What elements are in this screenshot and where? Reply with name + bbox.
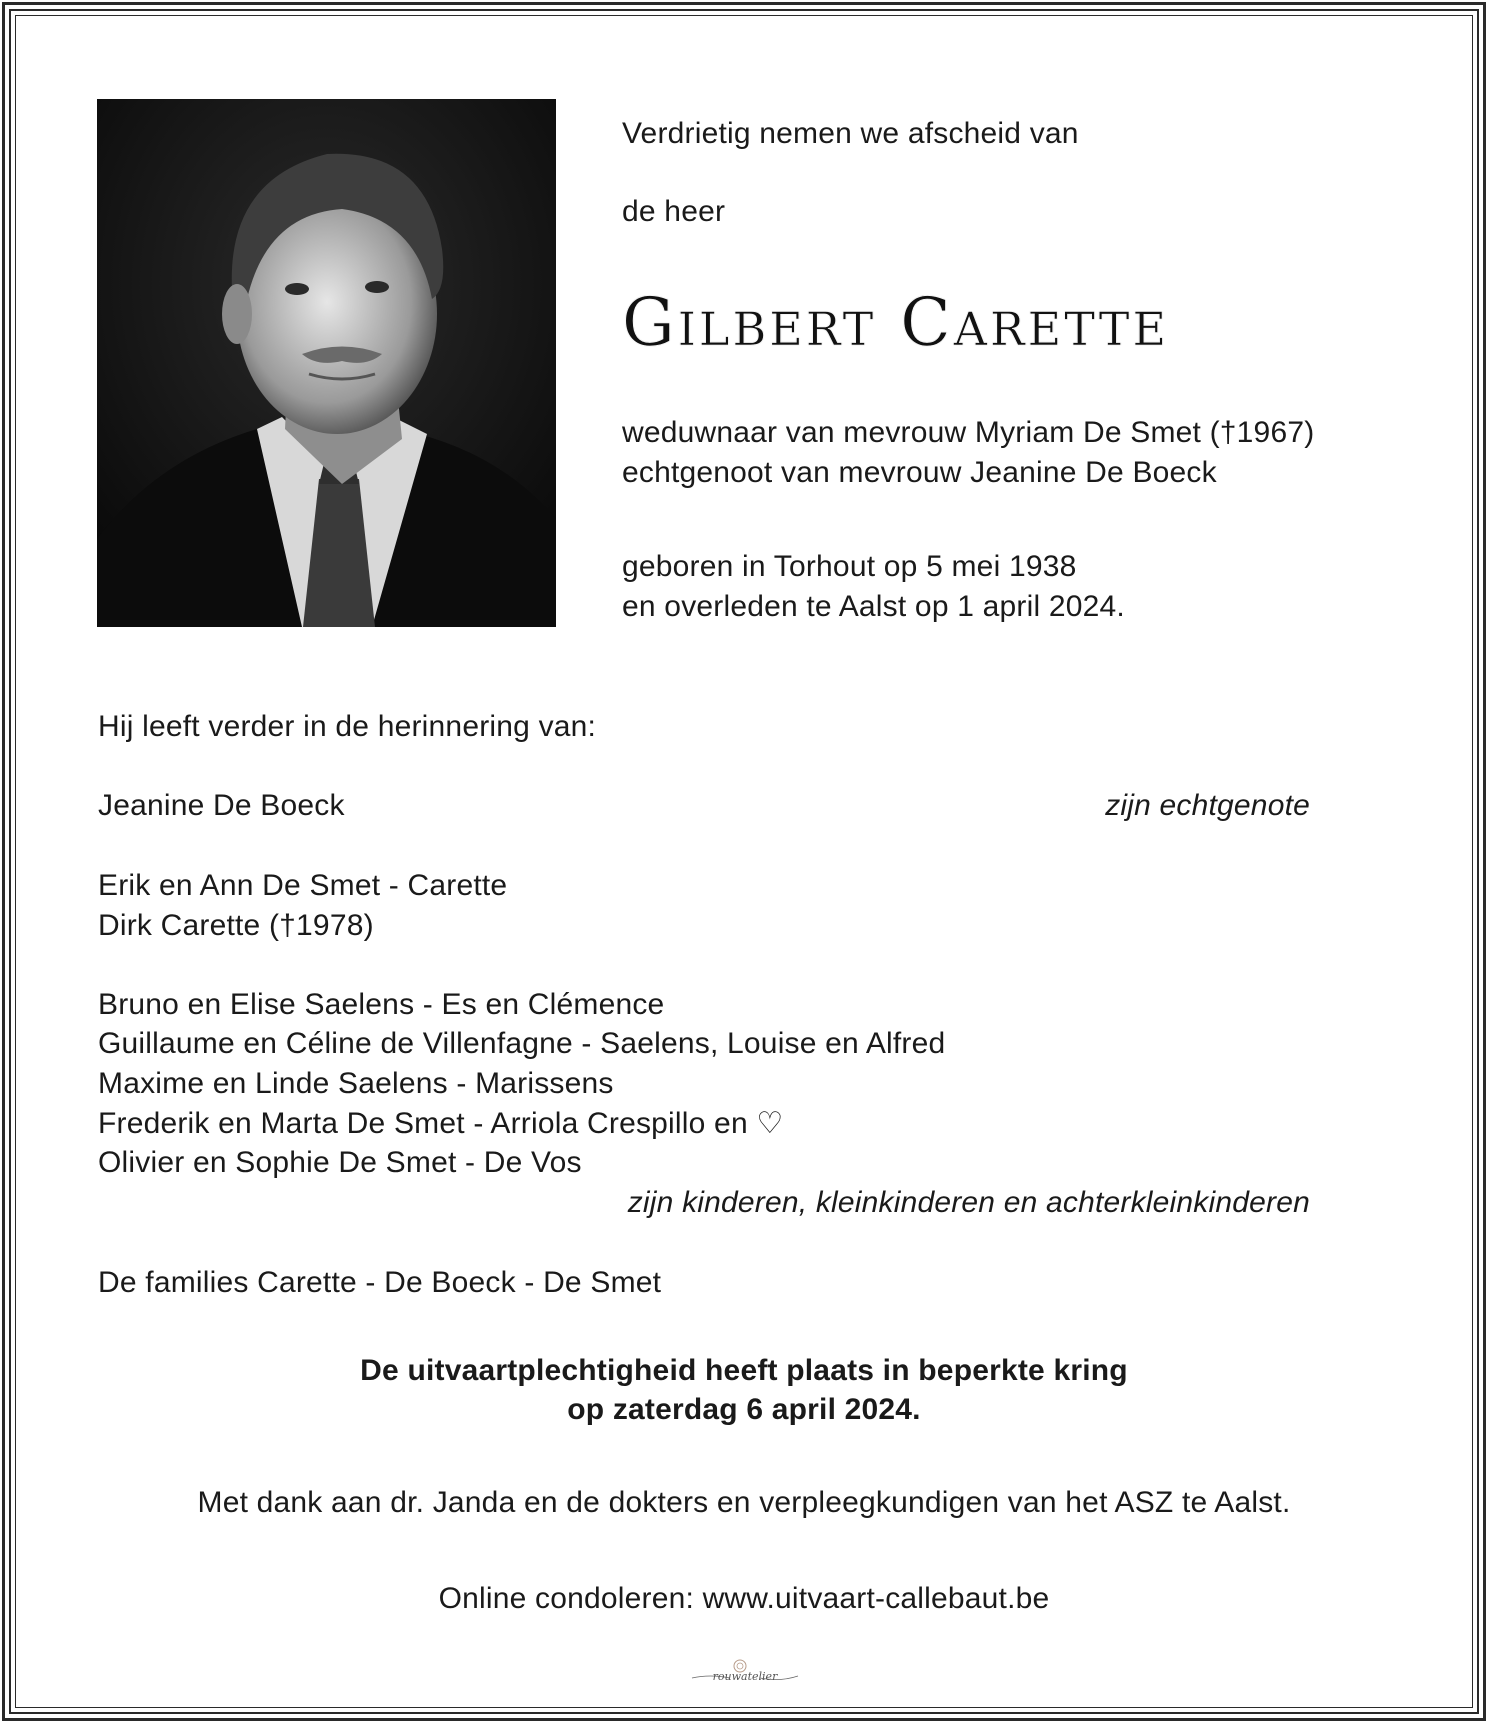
spouse-name: Jeanine De Boeck <box>98 789 345 822</box>
spouse-line: weduwnaar van mevrouw Myriam De Smet (†1967) <box>622 416 1315 449</box>
descendants-role: zijn kinderen, kleinkinderen en achterkleinkinderen <box>627 1186 1310 1219</box>
intro-text: Verdrietig nemen we afscheid van <box>622 117 1079 150</box>
child-line: Erik en Ann De Smet - Carette <box>98 869 508 902</box>
title-prefix: de heer <box>622 195 726 228</box>
condolences-line: Online condoleren: www.uitvaart-callebaut.be <box>438 1582 1050 1615</box>
life-line: geboren in Torhout op 5 mei 1938 <box>622 550 1077 583</box>
memory-intro: Hij leeft verder in de herinnering van: <box>98 710 597 743</box>
grandchild-line: Frederik en Marta De Smet - Arriola Crespillo en ♡ <box>98 1107 784 1140</box>
spouse-line: echtgenoot van mevrouw Jeanine De Boeck <box>622 456 1217 489</box>
ceremony-line: op zaterdag 6 april 2024. <box>567 1393 921 1426</box>
grandchild-line: Maxime en Linde Saelens - Marissens <box>98 1067 614 1100</box>
grandchild-line: Guillaume en Céline de Villenfagne - Saelens, Louise en Alfred <box>98 1027 946 1060</box>
rouwatelier-logo-text: rouwatelier <box>712 1670 778 1683</box>
portrait-illustration <box>97 99 556 627</box>
thanks-line: Met dank aan dr. Janda en de dokters en verpleegkundigen van het ASZ te Aalst. <box>197 1486 1291 1519</box>
families-line: De families Carette - De Boeck - De Smet <box>98 1266 662 1299</box>
child-line: Dirk Carette (†1978) <box>98 909 374 942</box>
grandchild-line: Olivier en Sophie De Smet - De Vos <box>98 1146 582 1179</box>
spouse-role: zijn echtgenote <box>1105 789 1310 822</box>
grandchild-line: Bruno en Elise Saelens - Es en Clémence <box>98 988 665 1021</box>
ceremony-line: De uitvaartplechtigheid heeft plaats in beperkte kring <box>360 1354 1128 1387</box>
life-line: en overleden te Aalst op 1 april 2024. <box>622 590 1125 623</box>
portrait-photo <box>97 99 556 627</box>
deceased-name: Gilbert Carette <box>622 284 1170 361</box>
